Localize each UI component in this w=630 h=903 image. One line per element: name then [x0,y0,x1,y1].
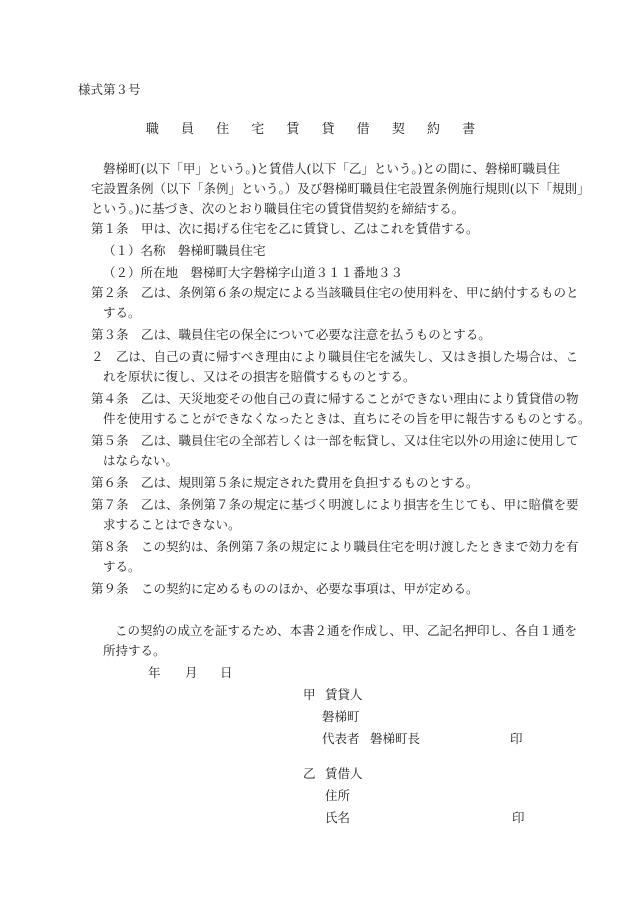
article-5-line-1: 第５条 乙は、職員住宅の全部若しくは一部を転貸し、又は住宅以外の用途に使用して [91,433,579,448]
article-8-line-1: 第８条 この契約は、条例第７条の規定により職員住宅を明け渡したときまで効力を有 [91,539,579,554]
party-b-name-label: 氏名 [325,810,351,825]
party-b-address-label: 住所 [325,788,351,803]
article-2-line-2: する。 [103,305,141,320]
party-b-role: 賃借人 [325,766,363,781]
date-year: 年 [148,665,161,680]
article-1-item-1: （１）名称 磐梯町職員住宅 [103,243,266,258]
article-4-line-2: 件を使用することができなくなったときは、直ちにその旨を甲に報告するものとする。 [103,411,591,426]
party-a-role: 賃貸人 [325,687,363,702]
closing-line-1: この契約の成立を証するため、本書２通を作成し、甲、乙記名押印し、各自１通を [115,623,578,638]
party-a-seal-mark: 印 [510,731,523,746]
article-7-line-2: 求することはできない。 [103,517,241,532]
form-number: 様式第３号 [78,82,141,97]
article-1: 第１条 甲は、次に掲げる住宅を乙に賃貸し、乙はこれを賃借する。 [91,221,479,236]
article-5-line-2: はならない。 [103,453,179,468]
article-3: 第３条 乙は、職員住宅の保全について必要な注意を払うものとする。 [91,327,491,342]
article-1-item-2: （２）所在地 磐梯町大字磐梯字山道３１１番地３３ [103,265,404,280]
article-3-para-2-line-1: ２ 乙は、自己の責に帰すべき理由により職員住宅を滅失し、又はき損した場合は、こ [91,349,579,364]
closing-line-2: 所持する。 [103,643,166,658]
article-7-line-1: 第７条 乙は、条例第７条の規定に基づく明渡しにより損害を生じても、甲に賠償を要 [91,497,579,512]
preamble-line-1: 磐梯町(以下「甲」という。)と賃借人(以下「乙」という。)との間に、磐梯町職員住 [103,161,561,176]
article-9: 第９条 この契約に定めるもののほか、必要な事項は、甲が定める。 [91,581,479,596]
date-day: 日 [220,665,233,680]
article-8-line-2: する。 [103,559,141,574]
party-a-org: 磐梯町 [322,709,360,724]
party-b-seal-mark: 印 [512,810,525,825]
document-title: 職 員 住 宅 賃 貸 借 契 約 書 [145,122,485,137]
article-2-line-1: 第２条 乙は、条例第６条の規定による当該職員住宅の使用料を、甲に納付するものと [91,285,579,300]
article-4-line-1: 第４条 乙は、天災地変その他自己の責に帰することができない理由により賃貸借の物 [91,391,579,406]
date-month: 月 [185,665,198,680]
party-b-mark: 乙 [303,766,316,781]
party-a-mark: 甲 [303,687,316,702]
party-a-rep-label: 代表者 [322,731,360,746]
preamble-line-3: という。)に基づき、次のとおり職員住宅の賃貸借契約を締結する。 [91,201,465,216]
preamble-line-2: 宅設置条例（以下「条例」という。）及び磐梯町職員住宅設置条例施行規則(以下「規則」 [91,181,590,196]
article-6: 第６条 乙は、規則第５条に規定された費用を負担するものとする。 [91,475,479,490]
party-a-rep-name: 磐梯町長 [370,731,421,746]
article-3-para-2-line-2: れを原状に復し、又はその損害を賠償するものとする。 [103,369,416,384]
